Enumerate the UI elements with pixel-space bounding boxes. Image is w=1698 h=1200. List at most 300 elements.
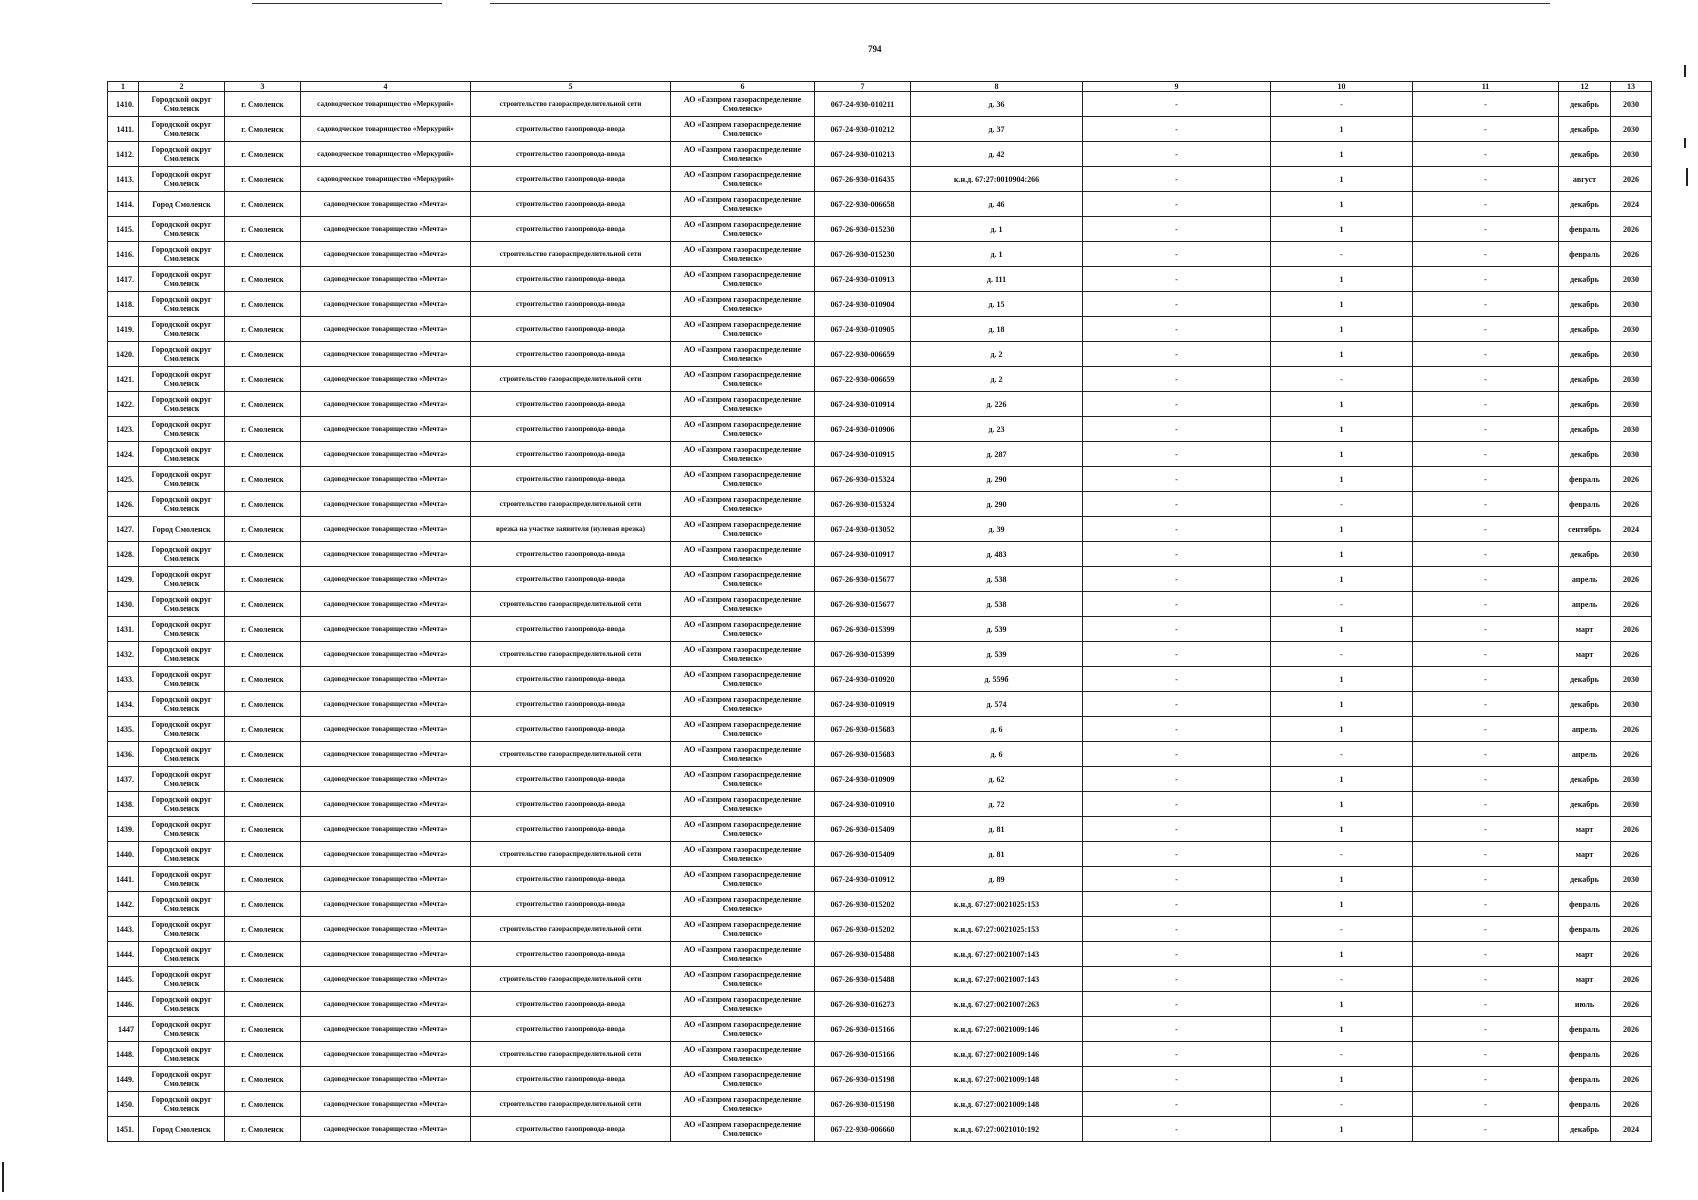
col11-cell: - <box>1413 317 1559 342</box>
table-row <box>108 792 1652 817</box>
district-cell: Городской округ Смоленск <box>139 292 225 317</box>
year-cell: 2030 <box>1611 317 1652 342</box>
col11-cell: - <box>1413 642 1559 667</box>
work-type-cell: строительство газопровода-ввода <box>471 267 671 292</box>
code-cell: 067-26-930-015677 <box>815 592 911 617</box>
row-number: 1444. <box>108 942 139 967</box>
society-cell: садоводческое товарищество «Мечта» <box>301 642 471 667</box>
address-cell: д. 226 <box>911 392 1083 417</box>
code-cell: 067-26-930-015683 <box>815 717 911 742</box>
table-row <box>108 417 1652 442</box>
year-cell: 2026 <box>1611 167 1652 192</box>
scan-artifact-line <box>252 3 442 4</box>
organization-cell: АО «Газпром газораспределение Смоленск» <box>671 567 815 592</box>
address-cell: д. 15 <box>911 292 1083 317</box>
organization-cell: АО «Газпром газораспределение Смоленск» <box>671 992 815 1017</box>
society-cell: садоводческое товарищество «Мечта» <box>301 1042 471 1067</box>
address-cell: д. 6 <box>911 717 1083 742</box>
city-cell: г. Смоленск <box>225 892 301 917</box>
code-cell: 067-26-930-015230 <box>815 217 911 242</box>
year-cell: 2030 <box>1611 667 1652 692</box>
district-cell: Городской округ Смоленск <box>139 167 225 192</box>
month-cell: март <box>1559 967 1611 992</box>
table-row <box>108 1042 1652 1067</box>
work-type-cell: строительство газораспределительной сети <box>471 1092 671 1117</box>
table-row <box>108 1067 1652 1092</box>
district-cell: Городской округ Смоленск <box>139 767 225 792</box>
code-cell: 067-26-930-015198 <box>815 1067 911 1092</box>
col11-cell: - <box>1413 942 1559 967</box>
district-cell: Городской округ Смоленск <box>139 492 225 517</box>
month-cell: март <box>1559 942 1611 967</box>
table-row <box>108 642 1652 667</box>
district-cell: Городской округ Смоленск <box>139 242 225 267</box>
row-number: 1410. <box>108 92 139 117</box>
year-cell: 2026 <box>1611 242 1652 267</box>
month-cell: декабрь <box>1559 767 1611 792</box>
organization-cell: АО «Газпром газораспределение Смоленск» <box>671 592 815 617</box>
society-cell: садоводческое товарищество «Мечта» <box>301 542 471 567</box>
scan-artifact-line <box>490 3 1550 4</box>
city-cell: г. Смоленск <box>225 392 301 417</box>
society-cell: садоводческое товарищество «Мечта» <box>301 367 471 392</box>
table-row <box>108 442 1652 467</box>
organization-cell: АО «Газпром газораспределение Смоленск» <box>671 617 815 642</box>
organization-cell: АО «Газпром газораспределение Смоленск» <box>671 217 815 242</box>
code-cell: 067-22-930-006659 <box>815 367 911 392</box>
year-cell: 2024 <box>1611 517 1652 542</box>
year-cell: 2030 <box>1611 692 1652 717</box>
code-cell: 067-26-930-015488 <box>815 942 911 967</box>
organization-cell: АО «Газпром газораспределение Смоленск» <box>671 1117 815 1142</box>
month-cell: декабрь <box>1559 792 1611 817</box>
col11-cell: - <box>1413 667 1559 692</box>
city-cell: г. Смоленск <box>225 667 301 692</box>
work-type-cell: строительство газопровода-ввода <box>471 217 671 242</box>
table-row <box>108 692 1652 717</box>
month-cell: декабрь <box>1559 692 1611 717</box>
district-cell: Городской округ Смоленск <box>139 217 225 242</box>
code-cell: 067-24-930-010910 <box>815 792 911 817</box>
work-type-cell: строительство газопровода-ввода <box>471 467 671 492</box>
work-type-cell: строительство газопровода-ввода <box>471 792 671 817</box>
table-row <box>108 267 1652 292</box>
society-cell: садоводческое товарищество «Мечта» <box>301 617 471 642</box>
society-cell: садоводческое товарищество «Мечта» <box>301 917 471 942</box>
col9-cell: - <box>1083 117 1271 142</box>
organization-cell: АО «Газпром газораспределение Смоленск» <box>671 117 815 142</box>
row-number: 1422. <box>108 392 139 417</box>
scan-edge-mark <box>1686 168 1688 186</box>
work-type-cell: строительство газопровода-ввода <box>471 692 671 717</box>
col11-cell: - <box>1413 567 1559 592</box>
col10-cell: 1 <box>1271 217 1413 242</box>
year-cell: 2024 <box>1611 192 1652 217</box>
organization-cell: АО «Газпром газораспределение Смоленск» <box>671 692 815 717</box>
col11-cell: - <box>1413 742 1559 767</box>
district-cell: Городской округ Смоленск <box>139 1067 225 1092</box>
col11-cell: - <box>1413 592 1559 617</box>
column-header-9: 9 <box>1083 82 1271 92</box>
row-number: 1425. <box>108 467 139 492</box>
col9-cell: - <box>1083 367 1271 392</box>
col10-cell: 1 <box>1271 167 1413 192</box>
col11-cell: - <box>1413 267 1559 292</box>
year-cell: 2030 <box>1611 342 1652 367</box>
address-cell: д. 1 <box>911 242 1083 267</box>
organization-cell: АО «Газпром газораспределение Смоленск» <box>671 792 815 817</box>
month-cell: декабрь <box>1559 117 1611 142</box>
col10-cell: - <box>1271 1092 1413 1117</box>
year-cell: 2030 <box>1611 92 1652 117</box>
work-type-cell: строительство газопровода-ввода <box>471 542 671 567</box>
table-row <box>108 292 1652 317</box>
work-type-cell: строительство газопровода-ввода <box>471 442 671 467</box>
column-header-11: 11 <box>1413 82 1559 92</box>
city-cell: г. Смоленск <box>225 367 301 392</box>
col9-cell: - <box>1083 1092 1271 1117</box>
district-cell: Городской округ Смоленск <box>139 742 225 767</box>
row-number: 1438. <box>108 792 139 817</box>
page-number: 794 <box>868 44 882 54</box>
address-cell: д. 23 <box>911 417 1083 442</box>
table-row <box>108 667 1652 692</box>
col11-cell: - <box>1413 1067 1559 1092</box>
year-cell: 2030 <box>1611 442 1652 467</box>
organization-cell: АО «Газпром газораспределение Смоленск» <box>671 1092 815 1117</box>
table-row <box>108 467 1652 492</box>
organization-cell: АО «Газпром газораспределение Смоленск» <box>671 967 815 992</box>
col10-cell: 1 <box>1271 667 1413 692</box>
society-cell: садоводческое товарищество «Мечта» <box>301 892 471 917</box>
society-cell: садоводческое товарищество «Мечта» <box>301 942 471 967</box>
address-cell: д. 2 <box>911 367 1083 392</box>
column-header-1: 1 <box>108 82 139 92</box>
organization-cell: АО «Газпром газораспределение Смоленск» <box>671 742 815 767</box>
work-type-cell: строительство газопровода-ввода <box>471 1017 671 1042</box>
col10-cell: 1 <box>1271 892 1413 917</box>
month-cell: февраль <box>1559 917 1611 942</box>
col9-cell: - <box>1083 567 1271 592</box>
col9-cell: - <box>1083 1117 1271 1142</box>
col10-cell: - <box>1271 492 1413 517</box>
col11-cell: - <box>1413 117 1559 142</box>
year-cell: 2030 <box>1611 367 1652 392</box>
district-cell: Городской округ Смоленск <box>139 542 225 567</box>
col10-cell: 1 <box>1271 767 1413 792</box>
row-number: 1429. <box>108 567 139 592</box>
society-cell: садоводческое товарищество «Мечта» <box>301 492 471 517</box>
city-cell: г. Смоленск <box>225 617 301 642</box>
city-cell: г. Смоленск <box>225 192 301 217</box>
code-cell: 067-26-930-015488 <box>815 967 911 992</box>
col11-cell: - <box>1413 92 1559 117</box>
organization-cell: АО «Газпром газораспределение Смоленск» <box>671 1042 815 1067</box>
col9-cell: - <box>1083 817 1271 842</box>
table-row <box>108 92 1652 117</box>
row-number: 1446. <box>108 992 139 1017</box>
organization-cell: АО «Газпром газораспределение Смоленск» <box>671 392 815 417</box>
col10-cell: 1 <box>1271 192 1413 217</box>
city-cell: г. Смоленск <box>225 917 301 942</box>
work-type-cell: строительство газопровода-ввода <box>471 817 671 842</box>
col9-cell: - <box>1083 92 1271 117</box>
month-cell: март <box>1559 617 1611 642</box>
year-cell: 2026 <box>1611 892 1652 917</box>
year-cell: 2030 <box>1611 292 1652 317</box>
month-cell: сентябрь <box>1559 517 1611 542</box>
col10-cell: 1 <box>1271 717 1413 742</box>
code-cell: 067-24-930-010213 <box>815 142 911 167</box>
col9-cell: - <box>1083 192 1271 217</box>
table-row <box>108 117 1652 142</box>
col9-cell: - <box>1083 692 1271 717</box>
column-header-12: 12 <box>1559 82 1611 92</box>
address-cell: д. 539 <box>911 642 1083 667</box>
city-cell: г. Смоленск <box>225 142 301 167</box>
code-cell: 067-26-930-016273 <box>815 992 911 1017</box>
address-cell: д. 1 <box>911 217 1083 242</box>
row-number: 1414. <box>108 192 139 217</box>
organization-cell: АО «Газпром газораспределение Смоленск» <box>671 167 815 192</box>
organization-cell: АО «Газпром газораспределение Смоленск» <box>671 492 815 517</box>
col9-cell: - <box>1083 592 1271 617</box>
address-cell: к.н.д. 67:27:0021007:143 <box>911 942 1083 967</box>
society-cell: садоводческое товарищество «Мечта» <box>301 317 471 342</box>
code-cell: 067-26-930-015202 <box>815 892 911 917</box>
column-header-8: 8 <box>911 82 1083 92</box>
col10-cell: 1 <box>1271 317 1413 342</box>
work-type-cell: строительство газораспределительной сети <box>471 592 671 617</box>
col9-cell: - <box>1083 467 1271 492</box>
city-cell: г. Смоленск <box>225 1092 301 1117</box>
code-cell: 067-26-930-015202 <box>815 917 911 942</box>
col10-cell: - <box>1271 842 1413 867</box>
year-cell: 2026 <box>1611 942 1652 967</box>
scan-edge-mark <box>1684 138 1686 148</box>
row-number: 1436. <box>108 742 139 767</box>
month-cell: декабрь <box>1559 267 1611 292</box>
table-row <box>108 342 1652 367</box>
table-body <box>108 92 1652 1142</box>
col10-cell: 1 <box>1271 342 1413 367</box>
district-cell: Городской округ Смоленск <box>139 1042 225 1067</box>
district-cell: Городской округ Смоленск <box>139 142 225 167</box>
address-cell: д. 290 <box>911 492 1083 517</box>
row-number: 1431. <box>108 617 139 642</box>
month-cell: декабрь <box>1559 667 1611 692</box>
col10-cell: - <box>1271 242 1413 267</box>
society-cell: садоводческое товарищество «Мечта» <box>301 392 471 417</box>
month-cell: декабрь <box>1559 317 1611 342</box>
district-cell: Городской округ Смоленск <box>139 692 225 717</box>
address-cell: к.н.д. 67:27:0021009:148 <box>911 1092 1083 1117</box>
society-cell: садоводческое товарищество «Мечта» <box>301 967 471 992</box>
row-number: 1412. <box>108 142 139 167</box>
society-cell: садоводческое товарищество «Мечта» <box>301 242 471 267</box>
address-cell: д. 559б <box>911 667 1083 692</box>
code-cell: 067-26-930-015166 <box>815 1042 911 1067</box>
district-cell: Городской округ Смоленск <box>139 342 225 367</box>
code-cell: 067-24-930-013052 <box>815 517 911 542</box>
district-cell: Городской округ Смоленск <box>139 467 225 492</box>
code-cell: 067-26-930-015399 <box>815 617 911 642</box>
header-row <box>108 82 1652 92</box>
row-number: 1441. <box>108 867 139 892</box>
city-cell: г. Смоленск <box>225 867 301 892</box>
address-cell: д. 46 <box>911 192 1083 217</box>
district-cell: Городской округ Смоленск <box>139 1092 225 1117</box>
address-cell: д. 39 <box>911 517 1083 542</box>
society-cell: садоводческое товарищество «Мечта» <box>301 1017 471 1042</box>
col11-cell: - <box>1413 467 1559 492</box>
code-cell: 067-26-930-015198 <box>815 1092 911 1117</box>
organization-cell: АО «Газпром газораспределение Смоленск» <box>671 292 815 317</box>
col11-cell: - <box>1413 967 1559 992</box>
row-number: 1448. <box>108 1042 139 1067</box>
table-row <box>108 192 1652 217</box>
society-cell: садоводческое товарищество «Мечта» <box>301 792 471 817</box>
table-row <box>108 167 1652 192</box>
organization-cell: АО «Газпром газораспределение Смоленск» <box>671 842 815 867</box>
col9-cell: - <box>1083 842 1271 867</box>
district-cell: Город Смоленск <box>139 192 225 217</box>
row-number: 1417. <box>108 267 139 292</box>
work-type-cell: строительство газораспределительной сети <box>471 492 671 517</box>
col11-cell: - <box>1413 242 1559 267</box>
year-cell: 2026 <box>1611 817 1652 842</box>
year-cell: 2030 <box>1611 267 1652 292</box>
month-cell: август <box>1559 167 1611 192</box>
year-cell: 2030 <box>1611 867 1652 892</box>
column-header-7: 7 <box>815 82 911 92</box>
year-cell: 2026 <box>1611 917 1652 942</box>
address-cell: к.н.д. 67:27:0021009:146 <box>911 1042 1083 1067</box>
city-cell: г. Смоленск <box>225 817 301 842</box>
address-cell: д. 290 <box>911 467 1083 492</box>
row-number: 1420. <box>108 342 139 367</box>
work-type-cell: строительство газопровода-ввода <box>471 767 671 792</box>
work-type-cell: строительство газораспределительной сети <box>471 917 671 942</box>
work-type-cell: строительство газопровода-ввода <box>471 867 671 892</box>
col11-cell: - <box>1413 817 1559 842</box>
table-row <box>108 567 1652 592</box>
col10-cell: 1 <box>1271 467 1413 492</box>
organization-cell: АО «Газпром газораспределение Смоленск» <box>671 417 815 442</box>
city-cell: г. Смоленск <box>225 117 301 142</box>
year-cell: 2026 <box>1611 492 1652 517</box>
address-cell: д. 18 <box>911 317 1083 342</box>
col9-cell: - <box>1083 542 1271 567</box>
code-cell: 067-24-930-010919 <box>815 692 911 717</box>
society-cell: садоводческое товарищество «Мечта» <box>301 667 471 692</box>
month-cell: декабрь <box>1559 1117 1611 1142</box>
society-cell: садоводческое товарищество «Мечта» <box>301 817 471 842</box>
city-cell: г. Смоленск <box>225 642 301 667</box>
month-cell: апрель <box>1559 592 1611 617</box>
col11-cell: - <box>1413 717 1559 742</box>
district-cell: Городской округ Смоленск <box>139 917 225 942</box>
col9-cell: - <box>1083 342 1271 367</box>
col9-cell: - <box>1083 617 1271 642</box>
gasification-schedule-table-wrap <box>107 81 1652 1142</box>
year-cell: 2030 <box>1611 117 1652 142</box>
society-cell: садоводческое товарищество «Меркурий» <box>301 142 471 167</box>
table-row <box>108 1117 1652 1142</box>
district-cell: Городской округ Смоленск <box>139 117 225 142</box>
district-cell: Городской округ Смоленск <box>139 717 225 742</box>
address-cell: к.н.д. 67:27:0021010:192 <box>911 1117 1083 1142</box>
col11-cell: - <box>1413 217 1559 242</box>
code-cell: 067-26-930-015324 <box>815 492 911 517</box>
col9-cell: - <box>1083 1067 1271 1092</box>
year-cell: 2026 <box>1611 467 1652 492</box>
year-cell: 2026 <box>1611 617 1652 642</box>
row-number: 1435. <box>108 717 139 742</box>
address-cell: д. 2 <box>911 342 1083 367</box>
col10-cell: 1 <box>1271 292 1413 317</box>
month-cell: апрель <box>1559 742 1611 767</box>
month-cell: декабрь <box>1559 192 1611 217</box>
city-cell: г. Смоленск <box>225 842 301 867</box>
code-cell: 067-24-930-010914 <box>815 392 911 417</box>
society-cell: садоводческое товарищество «Мечта» <box>301 692 471 717</box>
year-cell: 2026 <box>1611 967 1652 992</box>
city-cell: г. Смоленск <box>225 542 301 567</box>
table-row <box>108 617 1652 642</box>
row-number: 1426. <box>108 492 139 517</box>
col10-cell: - <box>1271 592 1413 617</box>
city-cell: г. Смоленск <box>225 467 301 492</box>
col10-cell: 1 <box>1271 867 1413 892</box>
society-cell: садоводческое товарищество «Мечта» <box>301 567 471 592</box>
code-cell: 067-24-930-010212 <box>815 117 911 142</box>
address-cell: д. 539 <box>911 617 1083 642</box>
code-cell: 067-24-930-010917 <box>815 542 911 567</box>
row-number: 1413. <box>108 167 139 192</box>
city-cell: г. Смоленск <box>225 717 301 742</box>
col9-cell: - <box>1083 992 1271 1017</box>
year-cell: 2026 <box>1611 742 1652 767</box>
district-cell: Городской округ Смоленск <box>139 417 225 442</box>
col11-cell: - <box>1413 892 1559 917</box>
table-row <box>108 842 1652 867</box>
month-cell: декабрь <box>1559 392 1611 417</box>
address-cell: д. 72 <box>911 792 1083 817</box>
col11-cell: - <box>1413 167 1559 192</box>
column-header-3: 3 <box>225 82 301 92</box>
month-cell: декабрь <box>1559 867 1611 892</box>
col9-cell: - <box>1083 142 1271 167</box>
district-cell: Городской округ Смоленск <box>139 592 225 617</box>
month-cell: декабрь <box>1559 92 1611 117</box>
year-cell: 2026 <box>1611 592 1652 617</box>
col11-cell: - <box>1413 292 1559 317</box>
address-cell: д. 42 <box>911 142 1083 167</box>
month-cell: декабрь <box>1559 367 1611 392</box>
col11-cell: - <box>1413 792 1559 817</box>
month-cell: февраль <box>1559 492 1611 517</box>
table-row <box>108 942 1652 967</box>
code-cell: 067-24-930-010905 <box>815 317 911 342</box>
col10-cell: 1 <box>1271 992 1413 1017</box>
row-number: 1428. <box>108 542 139 567</box>
col10-cell: 1 <box>1271 792 1413 817</box>
work-type-cell: строительство газораспределительной сети <box>471 242 671 267</box>
month-cell: февраль <box>1559 1067 1611 1092</box>
col9-cell: - <box>1083 892 1271 917</box>
work-type-cell: строительство газопровода-ввода <box>471 117 671 142</box>
